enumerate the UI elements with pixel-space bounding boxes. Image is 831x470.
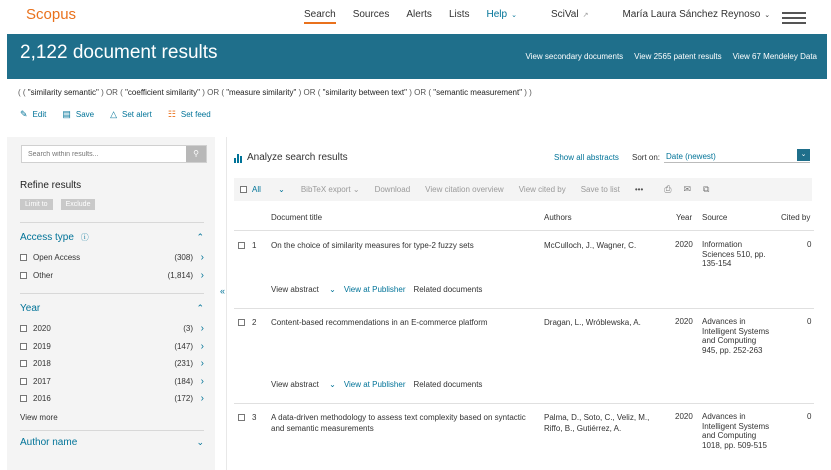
filter-count: (308) (174, 253, 193, 262)
result-year: 2020 (675, 412, 693, 421)
year-title: Year (20, 303, 41, 314)
checkbox[interactable] (20, 395, 27, 402)
view-abstract-label: View abstract (271, 285, 319, 294)
result-title-link[interactable]: Content-based recommendations in an E-commerce platform (271, 318, 488, 327)
query-term: "semantic measurement" (433, 88, 523, 97)
checkbox[interactable] (20, 360, 27, 367)
filter-count: (3) (183, 324, 193, 333)
search-within-box (21, 145, 207, 163)
sort-select[interactable] (664, 149, 810, 163)
bar-chart-icon (234, 154, 243, 163)
checkbox[interactable] (20, 325, 27, 332)
bibliography-icon[interactable]: ⧉ (703, 184, 710, 194)
set-feed-label: Set feed (180, 110, 211, 119)
filter-option[interactable] (20, 341, 204, 359)
user-name: María Laura Sánchez Reynoso (622, 9, 761, 20)
scopus-logo[interactable]: Scopus (26, 6, 77, 23)
checkbox[interactable] (20, 254, 27, 261)
filter-label: 2019 (33, 341, 51, 351)
bibtex-label: BibTeX export (300, 185, 351, 194)
result-cited-by: 0 (807, 412, 812, 421)
filter-label: 2017 (33, 376, 51, 386)
query-term: "coefficient similarity" (125, 88, 200, 97)
result-year: 2020 (675, 240, 693, 249)
patent-results-link[interactable]: View 2565 patent results (634, 52, 722, 61)
page-title: 2,122 document results (20, 42, 218, 63)
edit-label: Edit (32, 110, 47, 119)
divider (20, 222, 204, 223)
result-number: 2 (252, 318, 257, 327)
checkbox[interactable] (20, 378, 27, 385)
limit-to-button[interactable]: Limit to (20, 199, 53, 210)
result-links (271, 285, 490, 294)
toolbar-icons (664, 184, 721, 195)
chevron-right-icon[interactable]: › (200, 393, 204, 404)
chevron-up-icon[interactable]: ⌃ (196, 303, 204, 313)
nav-lists[interactable]: Lists (448, 9, 470, 20)
set-alert-label: Set alert (122, 110, 152, 119)
bell-icon: △ (110, 109, 118, 119)
more-options-icon[interactable]: ••• (634, 185, 644, 194)
result-source[interactable]: Information Sciences 510, pp. 135-154 (702, 240, 766, 268)
refine-panel (7, 137, 215, 470)
hamburger-menu-icon[interactable] (782, 12, 806, 27)
chevron-down-icon: ⌄ (329, 380, 336, 389)
result-year: 2020 (675, 317, 693, 326)
set-alert-button[interactable] (110, 109, 152, 120)
table-header (234, 213, 812, 225)
bibtex-export-button[interactable] (301, 185, 360, 194)
query-term: "similarity semantic" (27, 88, 99, 97)
filter-label: 2020 (33, 324, 51, 333)
nav-help[interactable] (487, 9, 534, 20)
filter-count: (1,814) (167, 270, 193, 280)
column-source[interactable]: Source (702, 213, 728, 222)
year-header[interactable] (20, 303, 204, 317)
chevron-down-icon: ⌄ (278, 185, 285, 194)
result-checkbox[interactable] (238, 242, 245, 249)
result-title-link[interactable]: A data-driven methodology to assess text complexity based on syntactic and semantic measurements (271, 413, 526, 433)
view-at-publisher-link[interactable]: View at Publisher (343, 285, 406, 294)
filter-count: (184) (174, 376, 193, 386)
divider (234, 308, 814, 309)
query-text: ) ) (524, 88, 532, 97)
result-links (271, 380, 490, 389)
column-document-title[interactable]: Document title (271, 213, 323, 222)
edit-button[interactable] (20, 109, 46, 120)
chevron-right-icon[interactable]: › (200, 375, 204, 387)
save-label: Save (75, 110, 95, 119)
exclude-button[interactable]: Exclude (61, 199, 96, 210)
filter-label: 2018 (33, 359, 51, 368)
search-query (18, 88, 532, 97)
filter-count: (172) (174, 394, 193, 403)
result-source[interactable]: Advances in Intelligent Systems and Computing 1018, pp. 509-515 (702, 412, 770, 450)
banner-links (514, 52, 817, 61)
result-number: 1 (252, 241, 257, 250)
select-all-dropdown[interactable] (252, 185, 285, 194)
chevron-down-icon[interactable]: ⌄ (196, 437, 204, 447)
refine-heading: Refine results (20, 180, 82, 191)
results-toolbar (234, 178, 812, 201)
search-icon[interactable]: ⚲ (186, 146, 206, 162)
search-within-input[interactable] (28, 148, 178, 160)
related-documents-link[interactable]: Related documents (413, 285, 483, 294)
set-feed-button[interactable] (168, 109, 211, 120)
citation-overview-button[interactable]: View citation overview (425, 185, 504, 194)
chevron-right-icon[interactable]: › (200, 323, 204, 334)
chevron-right-icon[interactable]: › (200, 358, 204, 369)
result-title-link[interactable]: On the choice of similarity measures for type-2 fuzzy sets (271, 241, 474, 250)
access-type-header[interactable] (20, 232, 204, 246)
query-actions (20, 109, 227, 120)
query-term: "similarity between text" (322, 88, 407, 97)
checkbox[interactable] (20, 272, 27, 279)
result-source[interactable]: Advances in Intelligent Systems and Computing 945, pp. 252-263 (702, 317, 770, 355)
query-text: ( ( (18, 88, 26, 97)
chevron-down-icon: ⌄ (352, 185, 360, 194)
results-banner (7, 34, 827, 79)
filter-label: Other (33, 270, 54, 280)
result-cited-by: 0 (807, 317, 812, 326)
filter-count: (231) (174, 359, 193, 368)
column-authors[interactable]: Authors (544, 213, 572, 222)
refine-buttons (20, 199, 103, 210)
filter-label: Open Access (33, 253, 81, 262)
result-authors[interactable]: Palma, D., Soto, C., Veliz, M., Riffo, B., Gutiérrez, A. (544, 413, 650, 433)
result-number: 3 (252, 413, 257, 422)
access-type-title: Access type (20, 232, 74, 243)
result-authors[interactable]: Dragan, L., Wróblewska, A. (544, 318, 641, 327)
chevron-right-icon[interactable]: › (200, 269, 204, 281)
results-panel (226, 137, 819, 470)
external-link-icon: ↗ (582, 12, 589, 19)
divider (20, 293, 204, 294)
nav-scival[interactable] (551, 9, 605, 20)
download-button[interactable]: Download (374, 185, 411, 194)
chevron-down-icon: ⌄ (511, 12, 517, 19)
cited-by-button[interactable]: View cited by (518, 185, 566, 194)
collapse-panel-icon[interactable]: « (220, 286, 226, 296)
view-abstract-link[interactable] (271, 285, 336, 294)
filter-option[interactable] (20, 393, 204, 411)
rss-icon: ☷ (167, 109, 176, 119)
divider (234, 403, 814, 404)
print-icon[interactable]: ⎙ (664, 184, 672, 194)
save-button[interactable] (62, 109, 94, 120)
filter-label: 2016 (33, 394, 51, 403)
query-operator: ) OR ( (298, 88, 321, 97)
filter-option[interactable] (20, 358, 204, 376)
info-icon[interactable]: ⓘ (80, 233, 89, 242)
chevron-right-icon[interactable]: › (200, 252, 204, 263)
save-to-list-button[interactable]: Save to list (580, 185, 620, 194)
access-type-filter (20, 232, 204, 287)
top-bar (0, 0, 831, 34)
column-year[interactable]: Year (676, 213, 693, 222)
checkbox[interactable] (20, 343, 27, 350)
view-more-link[interactable]: View more (20, 412, 58, 422)
email-icon[interactable]: ✉ (683, 184, 692, 194)
result-checkbox[interactable] (238, 319, 245, 326)
query-operator: ) OR ( (409, 88, 431, 97)
filter-option[interactable] (20, 252, 204, 270)
chevron-right-icon[interactable]: › (200, 340, 204, 352)
sort-value: Date (newest) (666, 152, 716, 161)
query-term: "measure similarity" (226, 88, 297, 97)
filter-option[interactable] (20, 270, 204, 288)
nav-alerts[interactable]: Alerts (406, 9, 432, 20)
analyze-results-link[interactable] (234, 152, 348, 163)
author-name-header[interactable] (20, 437, 204, 451)
save-icon: ▤ (62, 109, 71, 119)
view-abstract-link[interactable] (271, 380, 336, 389)
filter-option[interactable] (20, 323, 204, 341)
result-authors[interactable]: McCulloch, J., Wagner, C. (544, 241, 637, 250)
nav-help-label: Help (486, 9, 508, 20)
mendeley-data-link[interactable]: View 67 Mendeley Data (732, 52, 817, 61)
nav-search[interactable]: Search (304, 9, 336, 24)
author-name-filter (20, 437, 204, 451)
query-operator: ) OR ( (202, 88, 224, 97)
view-abstract-label: View abstract (271, 380, 319, 389)
all-label: All (252, 185, 261, 194)
user-menu[interactable] (622, 9, 787, 20)
nav-sources[interactable]: Sources (352, 9, 390, 20)
divider (20, 430, 204, 431)
result-checkbox[interactable] (238, 414, 245, 421)
view-at-publisher-link[interactable]: View at Publisher (343, 380, 406, 389)
main-nav (304, 9, 804, 24)
chevron-up-icon[interactable]: ⌃ (196, 232, 204, 242)
pencil-icon: ✎ (20, 109, 28, 119)
filter-count: (147) (174, 341, 193, 351)
show-all-abstracts-link[interactable]: Show all abstracts (554, 153, 619, 162)
divider (234, 230, 814, 231)
related-documents-link[interactable]: Related documents (413, 380, 483, 389)
secondary-documents-link[interactable]: View secondary documents (525, 52, 624, 61)
nav-scival-label: SciVal (550, 9, 579, 20)
author-name-title: Author name (20, 437, 78, 448)
sort-label: Sort on: (632, 153, 661, 162)
chevron-down-icon: ⌄ (764, 12, 771, 19)
column-cited-by[interactable]: Cited by (781, 213, 811, 222)
query-operator: ) OR ( (101, 88, 123, 97)
chevron-down-icon[interactable]: ⌄ (797, 149, 810, 161)
chevron-down-icon: ⌄ (329, 285, 336, 294)
analyze-label: Analyze search results (247, 152, 348, 163)
filter-option[interactable] (20, 376, 204, 394)
year-filter (20, 303, 204, 422)
result-cited-by: 0 (807, 240, 812, 249)
select-all-checkbox[interactable] (240, 186, 247, 193)
